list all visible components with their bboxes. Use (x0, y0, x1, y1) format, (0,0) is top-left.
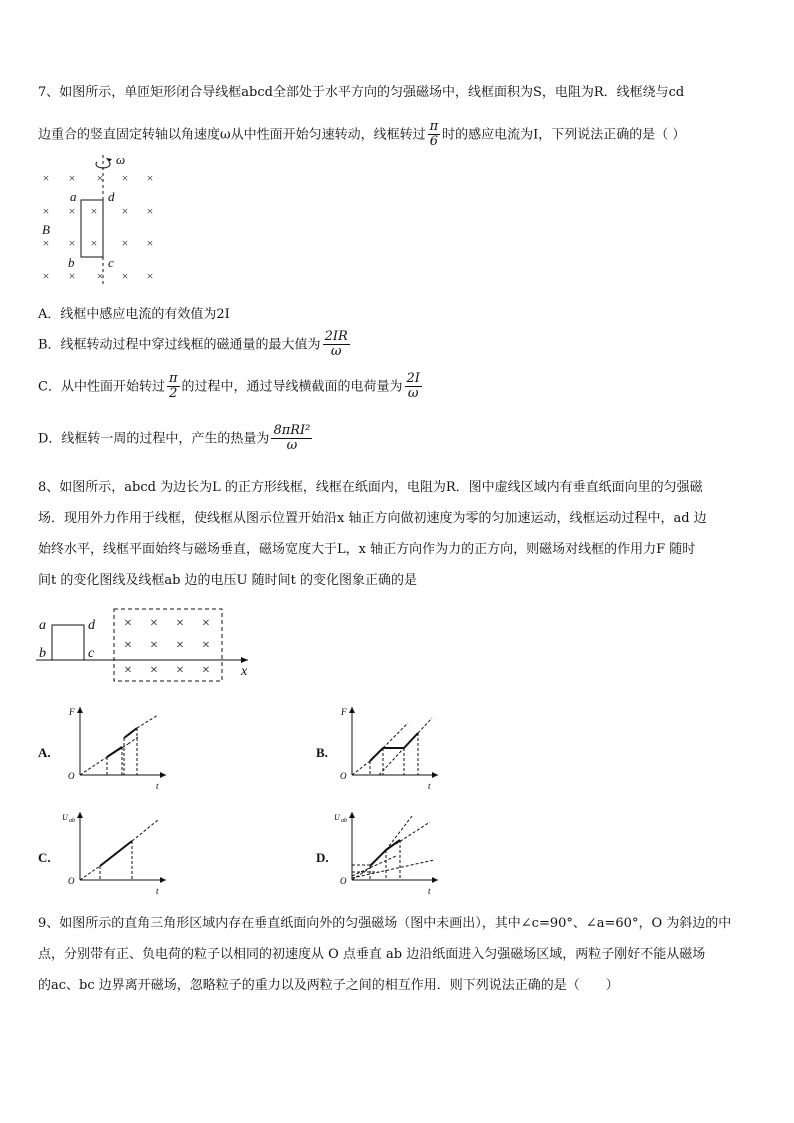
svg-text:×: × (121, 171, 129, 185)
svg-text:×: × (150, 638, 158, 653)
q7-label-d: d (108, 189, 115, 204)
svg-text:×: × (42, 269, 50, 283)
svg-text:×: × (146, 269, 154, 283)
q8-square-frame (52, 625, 84, 660)
svg-text:×: × (202, 616, 210, 631)
q7-label-c: c (108, 255, 114, 270)
svg-text:×: × (90, 236, 98, 250)
svg-text:t: t (428, 886, 431, 896)
q7-option-b: B．线框转动过程中穿过线框的磁通量的最大值为 $\frac{2IR}{\omega}$ (38, 329, 348, 360)
svg-text:×: × (96, 269, 104, 283)
svg-text:×: × (90, 204, 98, 218)
svg-text:ab: ab (69, 818, 75, 824)
svg-text:×: × (96, 171, 104, 185)
q7-cross: × (42, 171, 50, 185)
q7-line2 (38, 120, 685, 150)
svg-text:O: O (68, 876, 75, 886)
q8-option-a-label: A. (38, 745, 51, 760)
q7-option-a: A．线框中感应电流的有效值为2I (38, 307, 230, 322)
q7-label-a: a (70, 189, 77, 204)
svg-text:×: × (121, 269, 129, 283)
svg-text:×: × (42, 236, 50, 250)
svg-text:×: × (150, 616, 158, 631)
svg-text:F: F (69, 707, 75, 717)
svg-text:U: U (334, 813, 340, 822)
q8-line1: 8、如图所示，abcd 为边长为L 的正方形线框，线框在纸面内，电阻为R．图中虚线区域内有垂直纸面向里的匀强磁 (38, 480, 703, 495)
q8-graph-b (334, 703, 444, 793)
svg-text:t: t (156, 781, 159, 791)
q8-option-d-label: D. (316, 850, 329, 865)
svg-text:×: × (176, 663, 184, 678)
svg-text:×: × (68, 236, 76, 250)
q8-label-b: b (39, 646, 46, 661)
svg-text:×: × (146, 171, 154, 185)
svg-text:×: × (146, 236, 154, 250)
q7-line1: 7、如图所示，单匝矩形闭合导线框abcd全部处于水平方向的匀强磁场中，线框面积为S，电阻为R．线框绕与cd (38, 85, 685, 100)
q7-omega: ω (116, 152, 126, 167)
svg-text:×: × (202, 638, 210, 653)
q8-label-d: d (88, 618, 95, 633)
q7-label-b: b (68, 255, 75, 270)
q8-option-b-label: B. (316, 745, 328, 760)
q8-label-x: x (241, 664, 248, 679)
svg-text:×: × (68, 269, 76, 283)
svg-text:×: × (124, 616, 132, 631)
q7-option-d: D．线框转一周的过程中，产生的热量为 $\frac{\text{8πRI²}}{\omega}$ (38, 423, 311, 454)
svg-text:×: × (150, 663, 158, 678)
q8-label-c: c (88, 646, 95, 661)
svg-text:×: × (68, 204, 76, 218)
svg-text:×: × (68, 171, 76, 185)
svg-text:t: t (428, 781, 431, 791)
svg-text:×: × (124, 663, 132, 678)
q8-line4: 间t 的变化图线及线框ab 边的电压U 随时间t 的变化图象正确的是 (38, 573, 418, 588)
q7-label-B: B (42, 222, 50, 237)
q8-graph-c (62, 808, 172, 898)
svg-text:×: × (146, 204, 154, 218)
svg-text:O: O (68, 771, 75, 781)
svg-text:F: F (341, 707, 347, 717)
q7-option-c: C．从中性面开始转过 $\frac{\pi}{2}$ 的过程中，通过导线横截面的电荷量为 $\frac{2I}{\omega}$ (38, 371, 420, 402)
q9-line3: 的ac、bc 边界离开磁场，忽略粒子的重力以及两粒子之间的相互作用．则下列说法正确的是（ ） (38, 978, 619, 993)
q7-figure (36, 150, 166, 290)
q8-line3: 始终水平，线框平面始终与磁场垂直，磁场宽度大于L，x 轴正方向作为力的正方向，则磁场对线框的作用力F 随时 (38, 542, 696, 557)
q8-graph-d (334, 808, 444, 898)
q7-line2b: 时的感应电流为I，下列说法正确的是（ ） (442, 127, 686, 143)
svg-text:U: U (62, 813, 68, 822)
svg-text:×: × (176, 616, 184, 631)
q9-line2: 点，分别带有正、负电荷的粒子以相同的初速度从 O 点垂直 ab 边沿纸面进入匀强磁场区域，两粒子刚好不能从磁场 (38, 947, 706, 962)
svg-text:×: × (121, 204, 129, 218)
svg-text:×: × (124, 638, 132, 653)
svg-text:×: × (42, 204, 50, 218)
svg-text:O: O (340, 771, 347, 781)
q7-line2a: 边重合的竖直固定转轴以角速度ω从中性面开始匀速转动，线框转过 (38, 127, 426, 143)
q9-line1: 9、如图所示的直角三角形区域内存在垂直纸面向外的匀强磁场（图中未画出），其中∠c=90°、∠a=60°，O 为斜边的中 (38, 916, 732, 931)
svg-text:×: × (202, 663, 210, 678)
q8-option-c-label: C. (38, 850, 51, 865)
svg-text:×: × (121, 236, 129, 250)
q8-figure (36, 605, 256, 685)
svg-text:O: O (340, 876, 347, 886)
q7-pi-over-6: $\frac{\pi}{6}$ (429, 119, 439, 150)
svg-text:t: t (156, 886, 159, 896)
svg-text:ab: ab (341, 818, 347, 824)
svg-text:×: × (176, 638, 184, 653)
q8-graph-a (62, 703, 172, 793)
q8-line2: 场．现用外力作用于线框，使线框从图示位置开始沿x 轴正方向做初速度为零的匀加速运动，线框运动过程中，ad 边 (38, 511, 707, 526)
q8-label-a: a (39, 618, 46, 633)
